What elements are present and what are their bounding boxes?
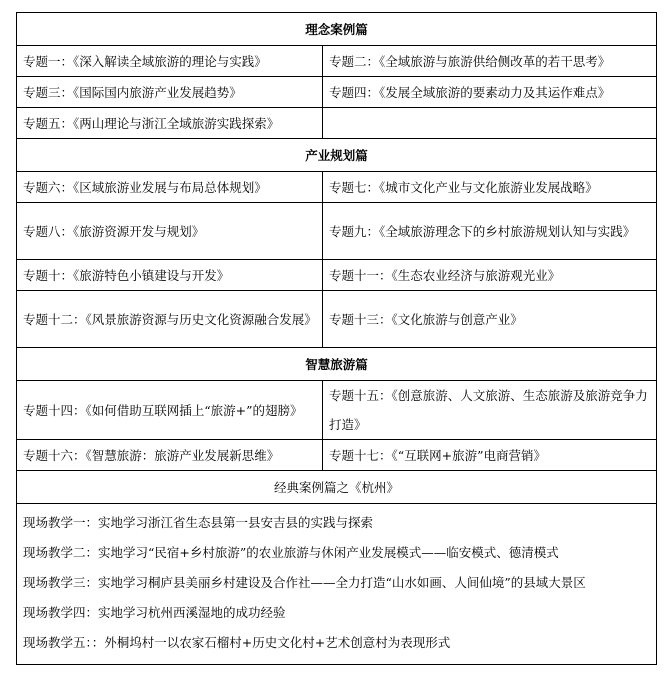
table-row	[17, 291, 657, 348]
table-row	[17, 440, 657, 471]
topic-cell: 专题二：《全域旅游与旅游供给侧改革的若干思考》	[323, 46, 657, 77]
topic-cell: 专题十二：《风景旅游资源与历史文化资源融合发展》	[17, 291, 323, 348]
topic-cell: 专题八：《旅游资源开发与规划》	[17, 203, 323, 260]
table-row	[17, 108, 657, 139]
topic-cell: 专题三：《国际国内旅游产业发展趋势》	[17, 77, 323, 108]
table-row	[17, 203, 657, 260]
section-title: 理念案例篇	[17, 13, 657, 46]
section-title: 智慧旅游篇	[17, 348, 657, 381]
list-item: 现场教学五：：外桐坞村一以农家石榴村+历史文化村+艺术创意村为表现形式	[23, 635, 451, 650]
topic-cell: 专题七：《城市文化产业与文化旅游业发展战略》	[323, 172, 657, 203]
topic-cell: 专题五：《两山理论与浙江全域旅游实践探索》	[17, 108, 323, 139]
topic-cell: 专题四：《发展全域旅游的要素动力及其运作难点》	[323, 77, 657, 108]
empty-cell	[323, 108, 657, 139]
curriculum-table	[16, 12, 657, 665]
list-item: 现场教学三：实地学习桐庐县美丽乡村建设及合作社——全力打造“山水如画、人间仙境”的县域大景区	[23, 575, 586, 590]
topic-cell: 专题十一：《生态农业经济与旅游观光业》	[323, 260, 657, 291]
field-teaching-list	[17, 504, 657, 665]
topic-cell: 专题九：《全域旅游理念下的乡村旅游规划认知与实践》	[323, 203, 657, 260]
list-item: 现场教学一：实地学习浙江省生态县第一县安吉县的实践与探索	[23, 515, 374, 530]
topic-cell: 专题十三：《文化旅游与创意产业》	[323, 291, 657, 348]
list-item: 现场教学四：实地学习杭州西溪湿地的成功经验	[23, 605, 286, 620]
topic-cell: 专题十六：《智慧旅游：旅游产业发展新思维》	[17, 440, 323, 471]
table-row	[17, 381, 657, 440]
table-row	[17, 172, 657, 203]
section-header-row	[17, 348, 657, 381]
section-header-row	[17, 471, 657, 504]
list-item: 现场教学二：实地学习“民宿+乡村旅游”的农业旅游与休闲产业发展模式——临安模式、德清模式	[23, 545, 559, 560]
section-title: 产业规划篇	[17, 139, 657, 172]
topic-cell: 专题一：《深入解读全域旅游的理论与实践》	[17, 46, 323, 77]
table-row	[17, 260, 657, 291]
topic-cell: 专题六：《区域旅游业发展与布局总体规划》	[17, 172, 323, 203]
section-title: 经典案例篇之《杭州》	[17, 471, 657, 504]
table-row	[17, 77, 657, 108]
topic-cell: 专题十五：《创意旅游、人文旅游、生态旅游及旅游竞争力打造》	[323, 381, 657, 440]
topic-cell: 专题十四：《如何借助互联网插上“旅游+”的翅膀》	[17, 381, 323, 440]
table-row	[17, 46, 657, 77]
topic-cell: 专题十：《旅游特色小镇建设与开发》	[17, 260, 323, 291]
section-header-row	[17, 139, 657, 172]
field-teaching-row	[17, 504, 657, 665]
topic-cell: 专题十七：《“互联网+旅游”电商营销》	[323, 440, 657, 471]
section-header-row	[17, 13, 657, 46]
